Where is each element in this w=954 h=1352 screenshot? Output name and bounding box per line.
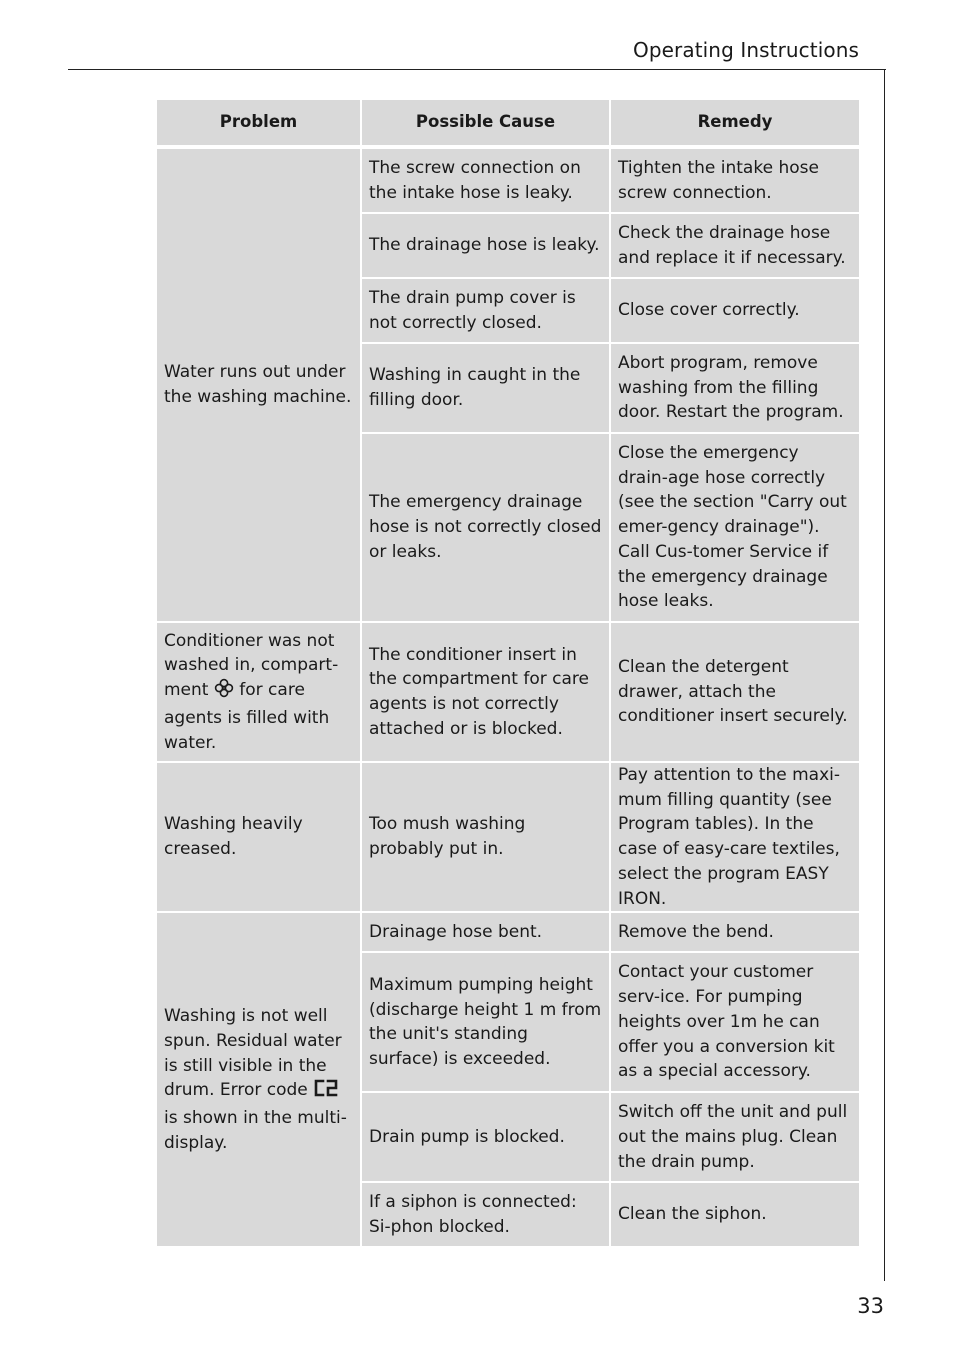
table-row (157, 149, 859, 212)
cause-cell: Drain pump is blocked. (360, 1091, 609, 1181)
cause-cell: If a siphon is connected: Si-phon blocked. (360, 1181, 609, 1246)
troubleshooting-table (157, 100, 859, 1246)
remedy-cell: Contact your customer serv-ice. For pumping heights over 1m he can offer you a conversion kit as a special accessory. (609, 951, 859, 1091)
table-header-row (157, 100, 859, 149)
cause-cell: Too mush washing probably put in. (360, 761, 609, 911)
problem-cell (157, 911, 360, 1246)
cause-cell: Maximum pumping height (discharge height 1 m from the unit's standing surface) is exceeded. (360, 951, 609, 1091)
problem-cell (157, 621, 360, 761)
error-code-c2-icon (313, 1078, 339, 1106)
remedy-cell: Close the emergency drain-age hose correctly (see the section "Carry out emer-gency drainage"). Call Cus-tomer Service if the emergency drainage hose leaks. (609, 432, 859, 621)
remedy-cell: Clean the detergent drawer, attach the conditioner insert securely. (609, 621, 859, 761)
remedy-cell: Switch off the unit and pull out the mains plug. Clean the drain pump. (609, 1091, 859, 1181)
cause-cell: The conditioner insert in the compartment for care agents is not correctly attached or is blocked. (360, 621, 609, 761)
cause-cell: The screw connection on the intake hose is leaky. (360, 149, 609, 212)
problem-cell: Water runs out under the washing machine. (157, 149, 360, 621)
problem-text-after-icon: is shown in the multi-display. (164, 1107, 347, 1153)
remedy-cell: Close cover correctly. (609, 277, 859, 342)
page-number: 33 (857, 1294, 884, 1318)
remedy-cell: Check the drainage hose and replace it if necessary. (609, 212, 859, 277)
column-header-remedy: Remedy (609, 100, 859, 149)
cause-cell: Drainage hose bent. (360, 911, 609, 951)
cause-cell: The emergency drainage hose is not correctly closed or leaks. (360, 432, 609, 621)
remedy-cell: Tighten the intake hose screw connection. (609, 149, 859, 212)
table-row (157, 911, 859, 951)
remedy-cell: Abort program, remove washing from the filling door. Restart the program. (609, 342, 859, 432)
header-rule (68, 69, 886, 70)
problem-text-before-icon: Conditioner was not washed in, compart-ment (164, 630, 339, 701)
problem-text-before-icon: Washing is not well spun. Residual water is still visible in the drum. Error code (164, 1006, 342, 1101)
cause-cell: The drainage hose is leaky. (360, 212, 609, 277)
cause-cell: The drain pump cover is not correctly closed. (360, 277, 609, 342)
remedy-cell: Pay attention to the maxi-mum filling quantity (see Program tables). In the case of easy-care textiles, select the program EASY IRON. (609, 761, 859, 911)
table-row (157, 621, 859, 761)
flower-care-compartment-icon (214, 678, 234, 706)
cause-cell: Washing in caught in the filling door. (360, 342, 609, 432)
remedy-cell: Clean the siphon. (609, 1181, 859, 1246)
column-header-possible-cause: Possible Cause (360, 100, 609, 149)
remedy-cell: Remove the bend. (609, 911, 859, 951)
problem-text-after-icon: for care agents is filled with water. (164, 680, 330, 753)
column-header-problem: Problem (157, 100, 360, 149)
page-header-title: Operating Instructions (632, 38, 859, 62)
side-rule (884, 69, 885, 1281)
table-row (157, 761, 859, 911)
problem-cell: Washing heavily creased. (157, 761, 360, 911)
